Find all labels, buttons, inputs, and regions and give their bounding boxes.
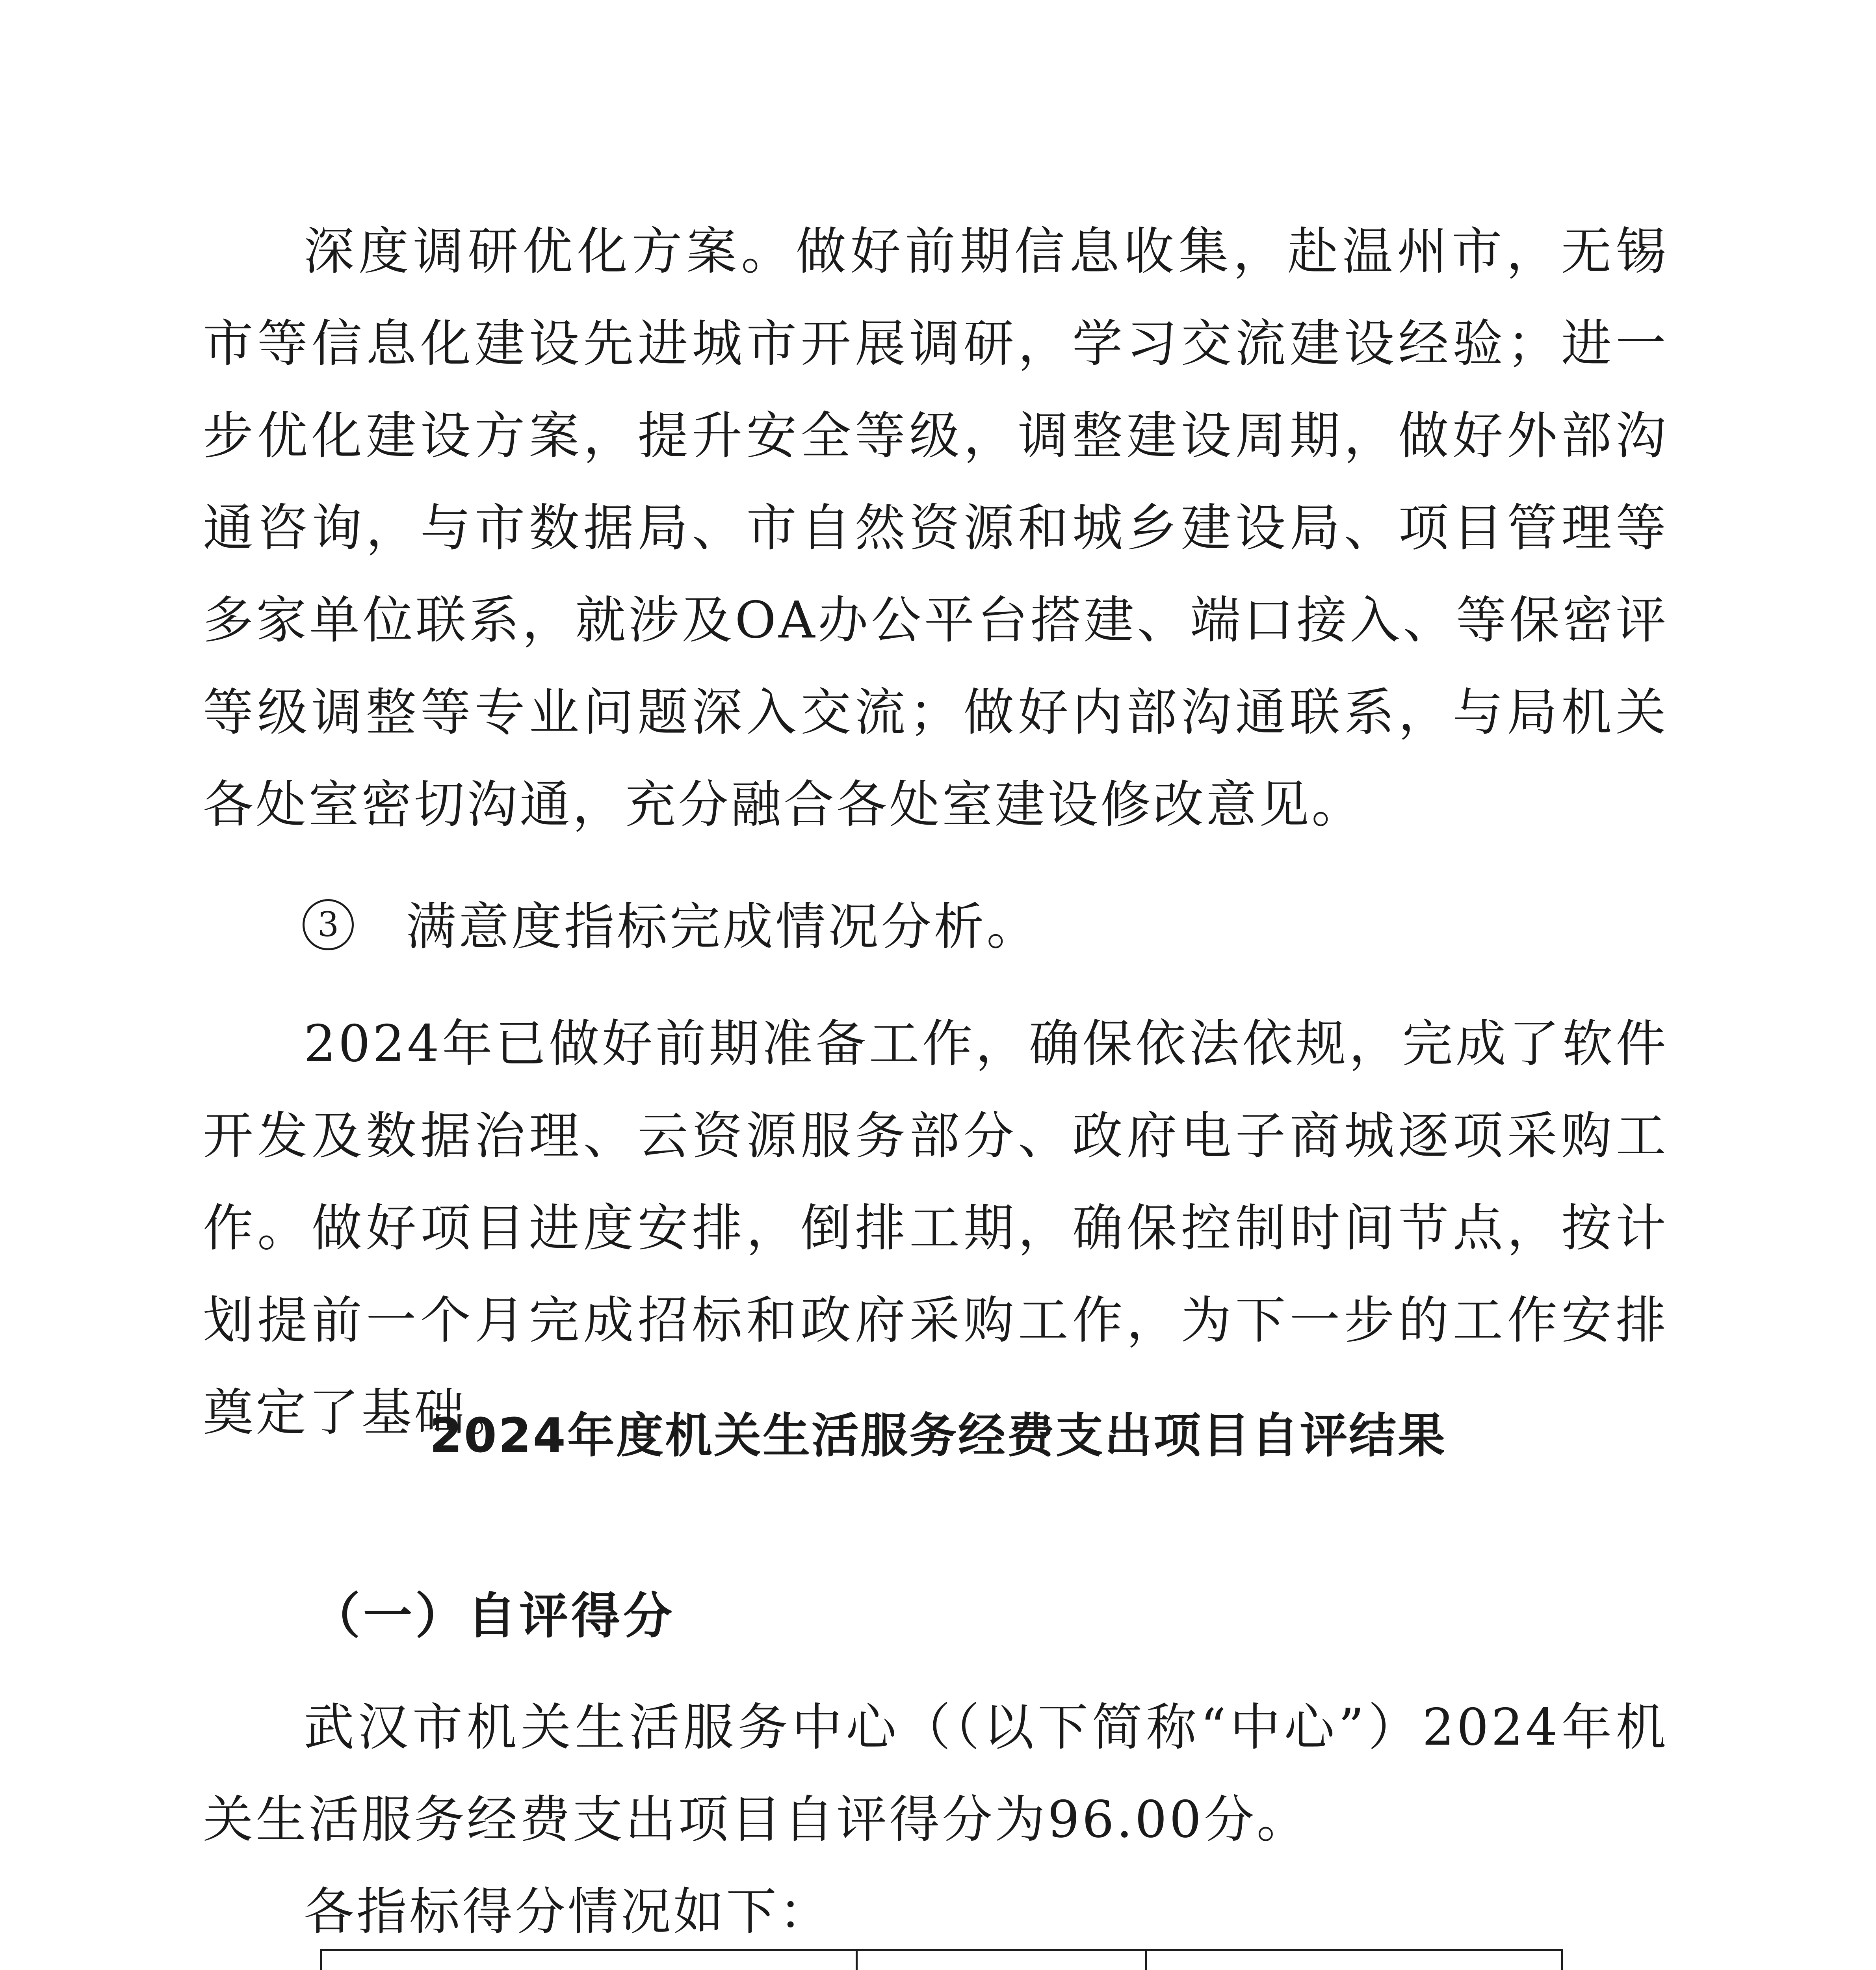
circled-number-3: 3 bbox=[303, 899, 354, 950]
table-header-row bbox=[321, 1950, 1562, 1970]
preparation-paragraph: 2024年已做好前期准备工作，确保依法依规，完成了软件开发及数据治理、云资源服务部分、政府电子商城逐项采购工作。做好项目进度安排，倒排工期，确保控制时间节点，按计划提前一个月完成招标和政府采购工作，为下一步的工作安排奠定了基础。 bbox=[203, 1015, 1668, 1442]
header-weight bbox=[857, 1950, 1146, 1970]
table-intro-paragraph: 各指标得分情况如下： bbox=[304, 1883, 832, 1941]
header-score bbox=[1146, 1950, 1562, 1970]
self-eval-summary-paragraph: 武汉市机关生活服务中心（（以下简称“中心”）2024年机关生活服务经费支出项目自评得分为96.00分。 bbox=[203, 1698, 1668, 1849]
header-criteria bbox=[321, 1950, 857, 1970]
section-heading-self-eval: （一）自评得分 bbox=[311, 1588, 676, 1645]
satisfaction-analysis-heading: 满意度指标完成情况分析。 bbox=[406, 898, 1040, 956]
score-table bbox=[320, 1949, 1563, 1970]
research-paragraph: 深度调研优化方案。做好前期信息收集，赴温州市，无锡市等信息化建设先进城市开展调研，学习交流建设经验；进一步优化建设方案，提升安全等级，调整建设周期，做好外部沟通咨询，与市数据局、市自然资源和城乡建设局、项目管理等多家单位联系，就涉及OA办公平台搭建、端口接入、等保密评等级调整等专业问题深入交流；做好内部沟通联系，与局机关各处室密切沟通，充分融合各处室建设修改意见。 bbox=[203, 222, 1668, 834]
document-title: 2024年度机关生活服务经费支出项目自评结果 bbox=[429, 1409, 1447, 1463]
